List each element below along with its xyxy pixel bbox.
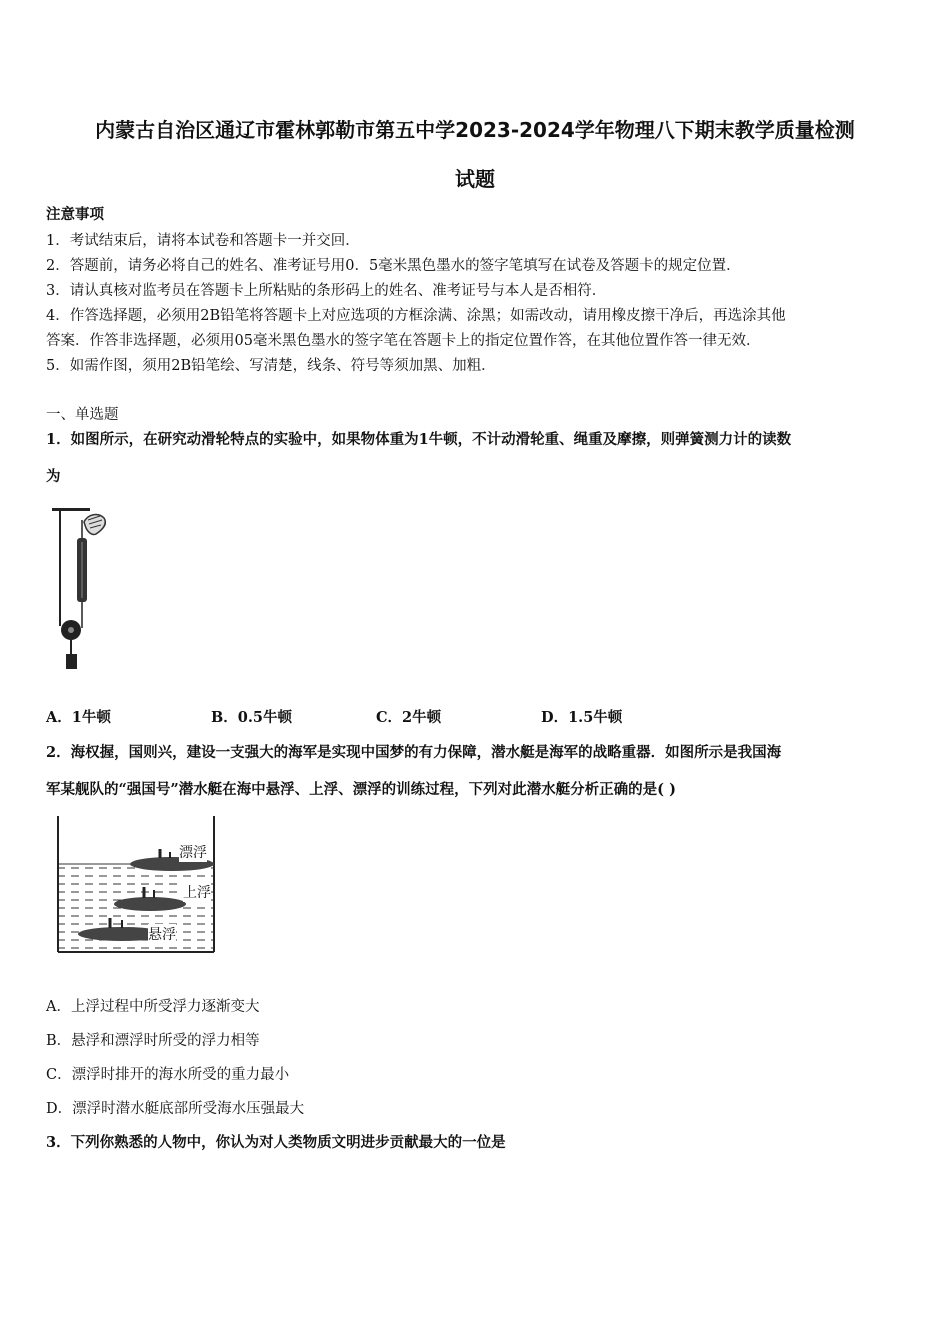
q1-stem-cont: 为 xyxy=(46,468,61,485)
notice-item-3: 3．请认真核对监考员在答题卡上所粘贴的条形码上的姓名、准考证号与本人是否相符． xyxy=(46,283,607,299)
weight-block xyxy=(66,654,77,669)
q2-option-d: D．漂浮时潜水艇底部所受海水压强最大 xyxy=(46,1101,305,1117)
q1-option-d: D．1.5牛顿 xyxy=(541,709,623,726)
notice-item-4-cont: 答案．作答非选择题，必须用05毫米黑色墨水的签字笔在答题卡上的指定位置作答，在其他位置作答一律无效． xyxy=(46,333,761,349)
label-rising: 上浮 xyxy=(183,882,211,902)
q1-option-c: C．2牛顿 xyxy=(376,709,442,726)
page-title-line2: 试题 xyxy=(455,167,495,191)
label-suspended: 悬浮 xyxy=(148,924,176,944)
notice-item-4: 4．作答选择题，必须用2B铅笔将答题卡上对应选项的方框涂满、涂黑；如需改动，请用橡皮擦干净后，再选涂其他 xyxy=(46,308,786,324)
ceiling-bar xyxy=(52,508,90,511)
section-heading: 一、单选题 xyxy=(46,407,119,423)
q2-submarine-figure xyxy=(56,816,218,954)
notice-heading: 注意事项 xyxy=(46,206,104,223)
q2-option-a: A．上浮过程中所受浮力逐渐变大 xyxy=(46,999,260,1015)
page-title-line1: 内蒙古自治区通辽市霍林郭勒市第五中学2023-2024学年物理八下期末教学质量检测 xyxy=(95,118,855,142)
q1-stem: 1．如图所示，在研究动滑轮特点的实验中，如果物体重为1牛顿，不计动滑轮重、绳重及摩擦，则弹簧测力计的读数 xyxy=(46,431,792,448)
notice-item-2: 2．答题前，请务必将自己的姓名、准考证号用0．5毫米黑色墨水的签字笔填写在试卷及答题卡的规定位置． xyxy=(46,258,741,274)
notice-item-5: 5．如需作图，须用2B铅笔绘、写清楚，线条、符号等须加黑、加粗． xyxy=(46,358,496,374)
q2-option-c: C．漂浮时排开的海水所受的重力最小 xyxy=(46,1067,290,1083)
q1-option-b: B．0.5牛顿 xyxy=(211,709,292,726)
q2-stem: 2．海权握，国则兴，建设一支强大的海军是实现中国梦的有力保障，潜水艇是海军的战略重器．如图所示是我国海 xyxy=(46,744,782,761)
q2-stem-cont: 军某舰队的“强国号”潜水艇在海中悬浮、上浮、漂浮的训练过程，下列对此潜水艇分析正确的是( ) xyxy=(46,781,676,798)
q2-option-b: B．悬浮和漂浮时所受的浮力相等 xyxy=(46,1033,260,1049)
q1-option-a: A．1牛顿 xyxy=(46,709,111,726)
notice-item-1: 1．考试结束后，请将本试卷和答题卡一并交回． xyxy=(46,233,360,249)
submarine-rising xyxy=(114,897,186,911)
label-floating: 漂浮 xyxy=(179,842,207,862)
q1-pulley-figure xyxy=(48,506,118,672)
q3-stem: 3．下列你熟悉的人物中，你认为对人类物质文明进步贡献最大的一位是 xyxy=(46,1134,506,1151)
